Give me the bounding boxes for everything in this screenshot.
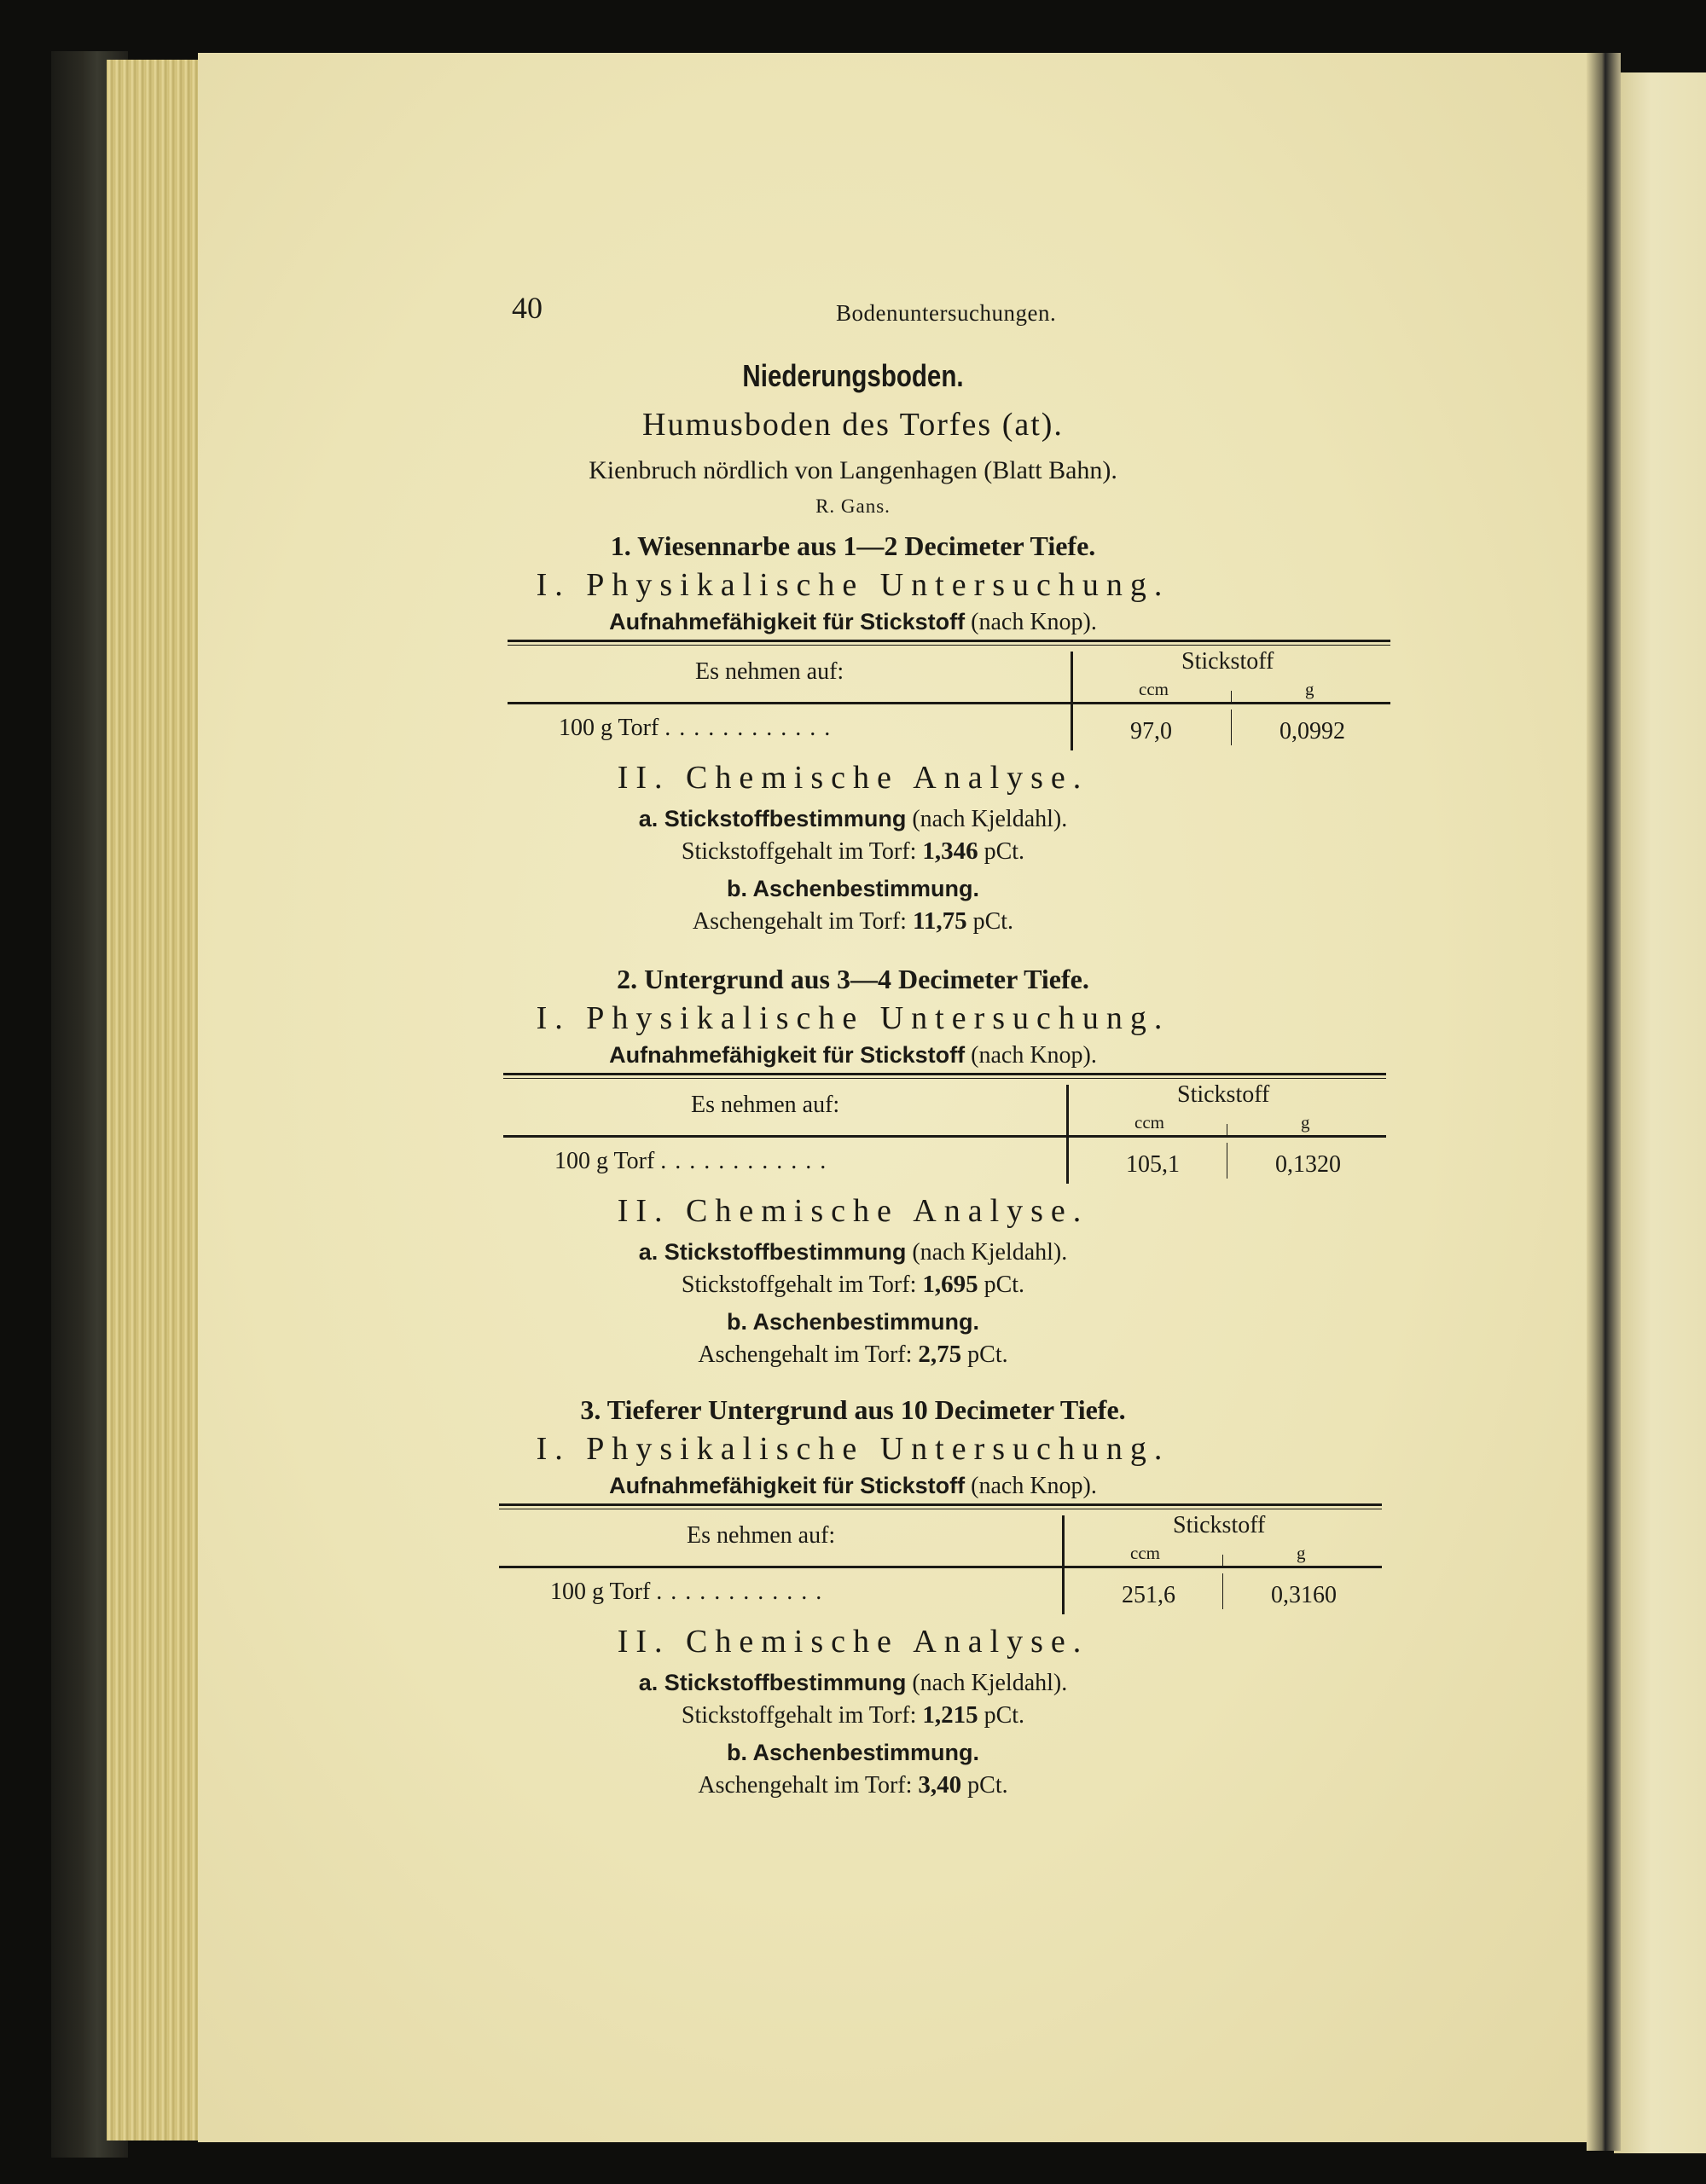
ash-result-prefix: Aschengehalt im Torf:: [698, 1772, 913, 1799]
absorption-note: (nach Knop).: [971, 609, 1097, 635]
nitrogen-result-prefix: Stickstoffgehalt im Torf:: [681, 1272, 917, 1298]
nitrogen-unit: pCt.: [984, 838, 1025, 865]
header-ccm: ccm: [1130, 1543, 1160, 1563]
author-line: R. Gans.: [815, 495, 891, 517]
nitrogen-table: [503, 1073, 1386, 1184]
section-heading: 1. Wiesennarbe aus 1—2 Decimeter Tiefe.: [610, 530, 1096, 561]
table-header-rule: [503, 1135, 1386, 1138]
nitrogen-unit: pCt.: [984, 1272, 1025, 1298]
row-label-text: 100 g Torf: [554, 1148, 655, 1174]
page-number: 40: [512, 291, 543, 325]
absorption-label: Aufnahmefähigkeit für Stickstoff: [609, 609, 966, 634]
header-g: g: [1305, 679, 1314, 699]
absorption-caption: [0, 1042, 1706, 1069]
nitrogen-caption: [0, 1670, 1706, 1697]
ash-label: b. Aschenbestimmung.: [726, 876, 980, 901]
ash-unit: pCt.: [967, 1772, 1008, 1799]
nitrogen-label: a. Stickstoffbestimmung: [638, 1670, 907, 1695]
table-top-rule-thin: [508, 645, 1390, 646]
row-label: [559, 715, 838, 742]
ash-caption: [0, 1309, 1706, 1336]
table-subcolumn-divider: [1222, 1555, 1223, 1567]
header-es-nehmen-auf: Es nehmen auf:: [687, 1522, 836, 1549]
nitrogen-result-prefix: Stickstoffgehalt im Torf:: [681, 1702, 917, 1729]
ash-unit: pCt.: [967, 1341, 1008, 1368]
nitrogen-value: 1,695: [922, 1271, 978, 1298]
nitrogen-label: a. Stickstoffbestimmung: [638, 1239, 907, 1265]
ash-value: 11,75: [912, 907, 967, 935]
absorption-note: (nach Knop).: [971, 1042, 1097, 1069]
ash-label: b. Aschenbestimmung.: [726, 1309, 980, 1335]
nitrogen-caption: [0, 806, 1706, 833]
nitrogen-note: (nach Kjeldahl).: [912, 1239, 1068, 1266]
physical-heading: I. Physikalische Untersuchung.: [536, 567, 1170, 603]
table-column-divider: [1066, 1085, 1069, 1184]
running-head: Bodenuntersuchungen.: [836, 300, 1057, 326]
ash-unit: pCt.: [972, 908, 1014, 935]
ash-result-prefix: Aschengehalt im Torf:: [698, 1341, 913, 1368]
nitrogen-note: (nach Kjeldahl).: [912, 1670, 1068, 1696]
table-top-rule: [503, 1073, 1386, 1075]
table-subcolumn-divider: [1231, 691, 1232, 703]
table-header-rule: [499, 1566, 1382, 1568]
header-ccm: ccm: [1139, 679, 1169, 699]
row-label-text: 100 g Torf: [559, 715, 659, 741]
row-leader-dots: ............: [660, 1148, 835, 1174]
page-title: Niederungsboden.: [742, 358, 964, 393]
header-es-nehmen-auf: Es nehmen auf:: [691, 1092, 840, 1118]
table-header-rule: [508, 702, 1390, 704]
table-column-divider: [1071, 652, 1073, 750]
nitrogen-result-prefix: Stickstoffgehalt im Torf:: [681, 838, 917, 865]
nitrogen-label: a. Stickstoffbestimmung: [638, 806, 907, 831]
row-label-text: 100 g Torf: [550, 1579, 651, 1605]
value-g: 0,1320: [1275, 1151, 1341, 1178]
header-stickstoff: Stickstoff: [1181, 648, 1274, 675]
ash-value: 2,75: [918, 1341, 962, 1368]
absorption-label: Aufnahmefähigkeit für Stickstoff: [609, 1042, 966, 1068]
ash-result-prefix: Aschengehalt im Torf:: [692, 908, 907, 935]
value-ccm: 105,1: [1126, 1151, 1180, 1178]
table-column-divider: [1062, 1515, 1065, 1614]
nitrogen-result: [0, 1701, 1706, 1729]
ash-result: [0, 1771, 1706, 1799]
ash-caption: [0, 876, 1706, 903]
nitrogen-value: 1,215: [922, 1701, 978, 1729]
table-top-rule: [499, 1503, 1382, 1506]
value-ccm: 97,0: [1130, 718, 1172, 744]
section-heading: 2. Untergrund aus 3—4 Decimeter Tiefe.: [617, 964, 1089, 994]
table-subcolumn-divider: [1222, 1573, 1223, 1609]
absorption-caption: [0, 609, 1706, 636]
header-es-nehmen-auf: Es nehmen auf:: [695, 658, 844, 685]
table-top-rule: [508, 640, 1390, 642]
chem-heading: II. Chemische Analyse.: [617, 760, 1089, 796]
nitrogen-table: [508, 640, 1390, 750]
table-subcolumn-divider: [1231, 710, 1232, 745]
nitrogen-value: 1,346: [922, 837, 978, 865]
ash-value: 3,40: [918, 1771, 962, 1799]
row-leader-dots: ............: [664, 715, 839, 741]
chem-heading: II. Chemische Analyse.: [617, 1193, 1089, 1229]
absorption-label: Aufnahmefähigkeit für Stickstoff: [609, 1473, 966, 1498]
ash-result: [0, 907, 1706, 936]
section-heading: 3. Tieferer Untergrund aus 10 Decimeter Tiefe.: [580, 1394, 1126, 1425]
header-g: g: [1301, 1112, 1310, 1133]
nitrogen-unit: pCt.: [984, 1702, 1025, 1729]
table-top-rule-thin: [503, 1078, 1386, 1079]
value-g: 0,0992: [1280, 718, 1345, 744]
absorption-caption: [0, 1473, 1706, 1500]
ash-result: [0, 1341, 1706, 1369]
row-label: [550, 1579, 830, 1606]
header-ccm: ccm: [1134, 1112, 1164, 1133]
physical-heading: I. Physikalische Untersuchung.: [536, 1431, 1170, 1467]
nitrogen-caption: [0, 1239, 1706, 1266]
physical-heading: I. Physikalische Untersuchung.: [536, 1000, 1170, 1036]
chem-heading: II. Chemische Analyse.: [617, 1624, 1089, 1660]
nitrogen-result: [0, 837, 1706, 866]
ash-label: b. Aschenbestimmung.: [726, 1740, 980, 1765]
row-label: [554, 1148, 834, 1175]
absorption-note: (nach Knop).: [971, 1473, 1097, 1499]
value-g: 0,3160: [1271, 1582, 1337, 1608]
header-g: g: [1297, 1543, 1306, 1563]
nitrogen-note: (nach Kjeldahl).: [912, 806, 1068, 832]
row-leader-dots: ............: [656, 1579, 831, 1605]
page-subtitle: Humusboden des Torfes (at).: [642, 407, 1064, 443]
nitrogen-table: [499, 1503, 1382, 1614]
ash-caption: [0, 1740, 1706, 1767]
header-stickstoff: Stickstoff: [1177, 1081, 1270, 1108]
header-stickstoff: Stickstoff: [1173, 1512, 1266, 1538]
location-line: Kienbruch nördlich von Langenhagen (Blatt Bahn).: [589, 456, 1117, 484]
nitrogen-result: [0, 1271, 1706, 1299]
value-ccm: 251,6: [1122, 1582, 1175, 1608]
